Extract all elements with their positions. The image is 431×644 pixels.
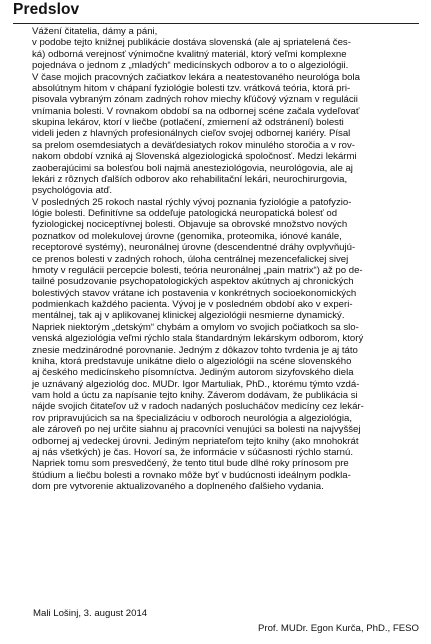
text-line: pojednáva o jednom z „mladých“ medicínskych odborov a to o algeziológii.: [32, 60, 349, 72]
text-line: štúdium a liečbu bolesti a rovnako môže byť v budúcnosti ideálnym podkla-: [32, 469, 351, 481]
text-line: v podobe tejto knižnej publikácie dostáva slovenská (ale aj spriatelená čes-: [32, 37, 351, 49]
text-line: je uznávaný algeziológ doc. MUDr. Igor Martuliak, PhD., ktorému týmto vzdá-: [32, 378, 360, 390]
text-line: vnímania bolesti. V rovnakom období sa na odbornej scéne začala vydeľovať: [32, 105, 360, 117]
text-line: V čase mojich pracovných začiatkov lekára a neatestovaného neurológa bola: [32, 71, 360, 83]
place-and-date: Mali Lošinj, 3. august 2014: [33, 608, 148, 619]
text-line: skupina lekárov, ktorí v liečbe (potlačení, zmiernení až odstránení) bolesti: [32, 117, 344, 128]
text-line: nakom období vzniká aj Slovenská algeziologická spoločnosť. Medzi lekármi: [32, 151, 357, 163]
author-signature: Prof. MUDr. Egon Kurča, PhD., FESO: [257, 623, 419, 634]
text-line: ká) odborná verejnosť výnimočne kvalitný materiál, ktorý veľmi komplexne: [32, 48, 347, 60]
text-line: aj nás všetkých) je čas. Hovorí sa, že informácie v súčasnosti rýchlo starnú.: [32, 446, 353, 458]
text-line: lógie bolesti. Definitívne sa oddeľuje patologická neuropatická bolesť od: [32, 208, 338, 219]
text-line: venská algeziológia veľmi rýchlo stala štandardným lekárskym odborom, ktorý: [32, 333, 364, 345]
text-line: fyziologickej nociceptívnej bolesti. Objavuje sa obrovské množstvo nových: [32, 219, 348, 231]
text-line: nájde svojich čitateľov už v radoch nadaných poslucháčov medicíny cez lekár-: [32, 401, 364, 413]
text-line: poznatkov od molekulovej úrovne (genomika, proteomika, iónové kanále,: [32, 230, 342, 242]
text-line: ce prenos bolesti v zadných rohoch, úloha centrálnej mezencefalickej sivej: [32, 253, 349, 265]
preface-body: [32, 26, 426, 492]
text-line: bolestivých stavov vrátane ich postavenia v konkrétnych socioekonomických: [32, 287, 357, 299]
text-line: rov pripravujúcich sa na špecializáciu v odboroch neurológia a algeziológia,: [32, 412, 352, 424]
text-line: Napriek niektorým „detským“ chybám a omylom vo svojich počiatkoch sa slo-: [32, 321, 359, 333]
text-line: absolútnym hitom v chápaní fyziológie bolesti tzv. vrátková teória, ktorá pri-: [32, 82, 351, 94]
page-title: Predslov: [13, 1, 80, 18]
text-line: aj českého medicínskeho písomníctva. Jediným autorom sizyfovského diela: [32, 367, 354, 379]
text-line: pisovala vybraným zónam zadných rohov miechy kľúčový význam v regulácii: [32, 94, 358, 106]
text-line: sa prelom osemdesiatych a deväťdesiatych rokov minulého storočia a v rov-: [32, 139, 356, 151]
text-line: znesie medzinárodné porovnanie. Jedným z dôkazov tohto tvrdenia je aj táto: [32, 344, 358, 356]
text-line: V posledných 25 rokoch nastal rýchly vývoj poznania fyziológie a patofyzio-: [32, 196, 352, 208]
text-line: mentálnej, tak aj v aplikovanej klinickej algeziológii nesmierne dynamický.: [32, 310, 345, 322]
text-line: psychológovia atď.: [32, 185, 113, 197]
text-line: zaoberajúcimi sa bolesťou boli najmä anesteziológovia, neurológovia, ale aj: [32, 162, 353, 174]
text-line: kniha, ktorá predstavuje unikátne dielo o algeziológii na scéne slovenského: [32, 355, 352, 367]
text-line: ale zároveň po nej určite siahnu aj pracovníci venujúci sa bolesti na najvyššej: [32, 424, 361, 436]
text-line: receptorové systémy), neuronálnej úrovne (descendentné dráhy ovplyvňujú-: [32, 242, 356, 254]
text-line: Napriek tomu som presvedčený, že tento titul bude dlhé roky prínosom pre: [32, 458, 349, 470]
text-line: dom pre vytvorenie aktualizovaného a doplneného ďalšieho vydania.: [32, 481, 324, 492]
text-line: odbornej aj vedeckej úrovni. Jediným nepriateľom tejto knihy (ako mnohokrát: [32, 435, 359, 447]
text-line: videli jeden z hlavných profesionálnych cieľov svojej odbornej kariéry. Písal: [32, 128, 351, 140]
text-line: lekári z rôznych ďalších odborov ako rehabilitační lekári, neurochirurgovia,: [32, 173, 348, 185]
title-divider: [13, 23, 419, 24]
text-line: vam hold a úctu za napísanie tejto knihy. Záverom dodávam, že publikácia si: [32, 390, 358, 401]
text-line: podmienkach každého pacienta. Vývoj je v posledném období ako v experi-: [32, 299, 353, 310]
text-line: hmoty v regulácii percepcie bolesti, teória neuronálnej „pain matrix“) až po de-: [32, 264, 363, 276]
text-line: tailné posudzovanie psychopatologických aspektov akútnych aj chronických: [32, 276, 354, 288]
text-line: Vážení čitatelia, dámy a páni,: [32, 26, 158, 37]
